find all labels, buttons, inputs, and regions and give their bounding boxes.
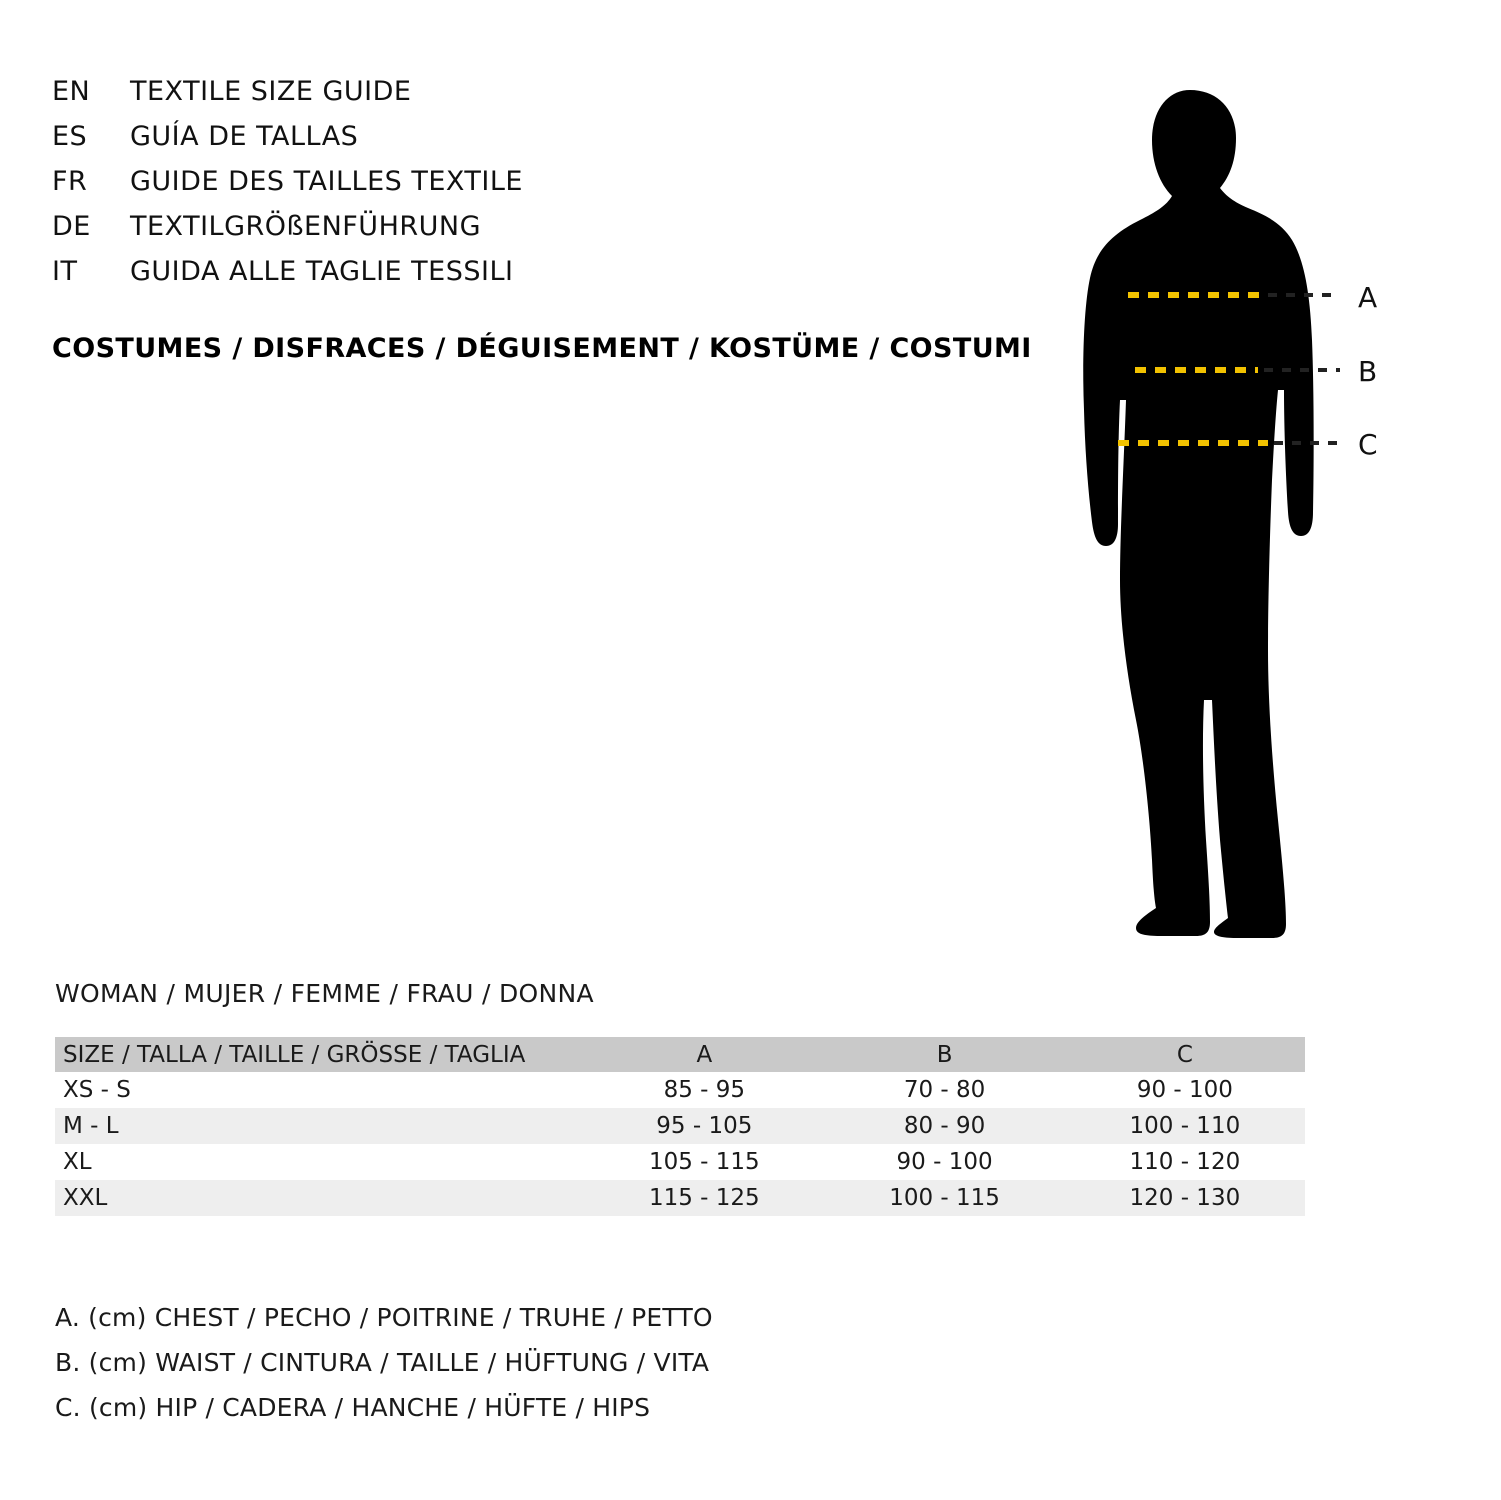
legend-item-c: C. (cm) HIP / CADERA / HANCHE / HÜFTE / HIPS bbox=[55, 1393, 651, 1422]
cell-b: 90 - 100 bbox=[896, 1149, 993, 1175]
table-header-c: C bbox=[1176, 1041, 1193, 1068]
table-row bbox=[55, 1108, 1305, 1144]
language-row-es bbox=[52, 121, 1052, 166]
table-header-b: B bbox=[936, 1041, 953, 1068]
table-header-row bbox=[55, 1037, 1305, 1072]
legend-item-b: B. (cm) WAIST / CINTURA / TAILLE / HÜFTUNG / VITA bbox=[55, 1348, 710, 1377]
female-silhouette-icon bbox=[1040, 60, 1460, 940]
language-text-en: TEXTILE SIZE GUIDE bbox=[130, 76, 412, 107]
language-code-it: IT bbox=[52, 256, 78, 287]
measurement-legend bbox=[55, 1295, 713, 1430]
table-row bbox=[55, 1144, 1305, 1180]
cell-a: 105 - 115 bbox=[648, 1149, 760, 1175]
language-code-de: DE bbox=[52, 211, 91, 242]
language-row-fr bbox=[52, 166, 1052, 211]
language-code-fr: FR bbox=[52, 166, 88, 197]
language-text-de: TEXTILGRÖßENFÜHRUNG bbox=[130, 211, 482, 242]
measure-label-a: A bbox=[1358, 281, 1378, 314]
language-code-es: ES bbox=[52, 121, 88, 152]
cell-a: 115 - 125 bbox=[648, 1185, 760, 1211]
cell-c: 110 - 120 bbox=[1129, 1149, 1241, 1175]
cell-size: M - L bbox=[63, 1113, 119, 1139]
cell-b: 70 - 80 bbox=[903, 1077, 986, 1103]
cell-c: 90 - 100 bbox=[1136, 1077, 1233, 1103]
language-text-it: GUIDA ALLE TAGLIE TESSILI bbox=[130, 256, 514, 287]
language-row-en bbox=[52, 76, 1052, 121]
table-row bbox=[55, 1072, 1305, 1108]
language-row-de bbox=[52, 211, 1052, 256]
legend-item-a: A. (cm) CHEST / PECHO / POITRINE / TRUHE / PETTO bbox=[55, 1303, 713, 1332]
cell-a: 95 - 105 bbox=[656, 1113, 753, 1139]
table-row bbox=[55, 1180, 1305, 1216]
body-measurement-figure bbox=[1040, 60, 1460, 940]
cell-c: 120 - 130 bbox=[1129, 1185, 1241, 1211]
language-code-en: EN bbox=[52, 76, 91, 107]
cell-a: 85 - 95 bbox=[663, 1077, 746, 1103]
measure-label-b: B bbox=[1358, 355, 1378, 388]
language-text-es: GUÍA DE TALLAS bbox=[130, 121, 359, 152]
language-list bbox=[52, 76, 1052, 301]
cell-c: 100 - 110 bbox=[1129, 1113, 1241, 1139]
cell-b: 100 - 115 bbox=[889, 1185, 1000, 1211]
table-header-a: A bbox=[696, 1041, 713, 1068]
cell-size: XXL bbox=[63, 1185, 108, 1211]
cell-b: 80 - 90 bbox=[903, 1113, 986, 1139]
language-row-it bbox=[52, 256, 1052, 301]
language-text-fr: GUIDE DES TAILLES TEXTILE bbox=[130, 166, 523, 197]
size-table bbox=[55, 1037, 1305, 1216]
cell-size: XS - S bbox=[63, 1077, 131, 1103]
table-header-size: SIZE / TALLA / TAILLE / GRÖSSE / TAGLIA bbox=[63, 1041, 526, 1068]
table-title: WOMAN / MUJER / FEMME / FRAU / DONNA bbox=[55, 979, 594, 1008]
costumes-heading: COSTUMES / DISFRACES / DÉGUISEMENT / KOSTÜME / COSTUMI bbox=[52, 333, 1032, 364]
cell-size: XL bbox=[63, 1149, 92, 1175]
measure-label-c: C bbox=[1358, 428, 1378, 461]
